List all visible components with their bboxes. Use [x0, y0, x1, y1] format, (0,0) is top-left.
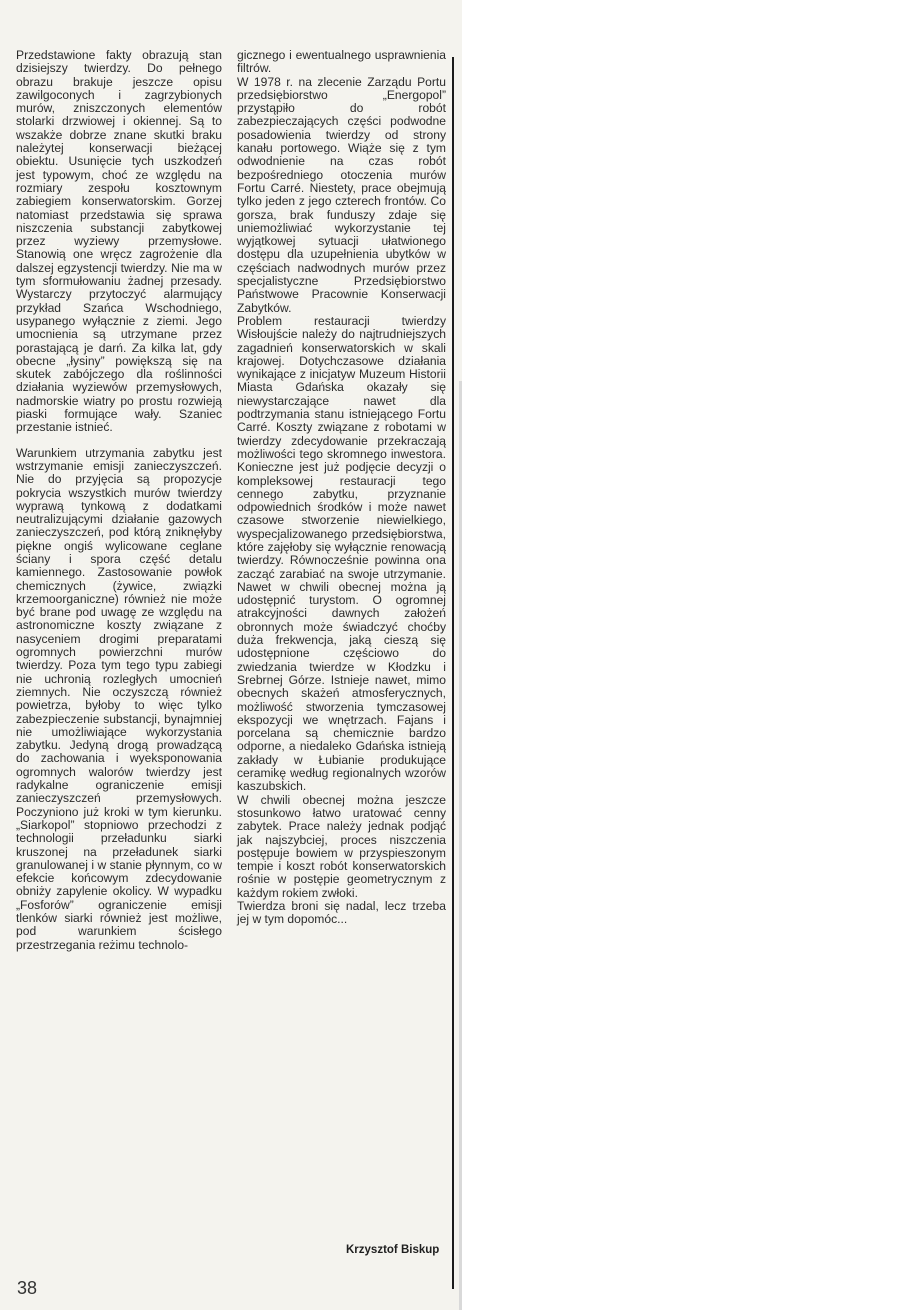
- paragraph: Problem restauracji twierdzy Wisłoujście należy do najtrudniejszych zagadnień konserwatorskich w skali krajowej. Dotychczasowe działania wynikające z inicjatyw Muzeum Historii Miasta Gdańska okazały się niewystarczające nawet dla podtrzymania stanu istniejącego Fortu Carré. Koszty związane z robotami w twierdzy zdecydowanie przekraczają możliwości tego skromnego inwestora. Konieczne jest już podjęcie decyzji o kompleksowej restauracji tego cennego zabytku, przyznanie odpowiednich środków i może nawet czasowe stworzenie niewielkiego, wyspecjalizowanego przedsiębiorstwa, które zajęłoby się wyłącznie renowacją twierdzy. Równocześnie powinna ona zacząć zarabiać na swoje utrzymanie. Nawet w chwili obecnej można ją udostępnić turystom. O ogromnej atrakcyjności dawnych założeń obronnych może świadczyć choćby duża frekwencja, jaką cieszą się udostępnione częściowo do zwiedzania twierdze w Kłodzku i Srebrnej Górze. Istnieje nawet, mimo obecnych skażeń atmosferycznych, możliwość stworzenia tymczasowej ekspozycji we wnętrzach. Fajans i porcelana są chemicznie bardzo odporne, a niedaleko Gdańska istnieją zakłady w Łubianie produkujące ceramikę według regionalnych wzorów kaszubskich.: [237, 313, 446, 794]
- paragraph: gicznego i ewentualnego usprawnienia filtrów.: [237, 48, 446, 76]
- text-column-right: [237, 49, 446, 927]
- paragraph: Twierdza broni się nadal, lecz trzeba jej w tym dopomóc...: [237, 899, 446, 927]
- scan-edge-divider: [459, 381, 462, 1310]
- author-signature: Krzysztof Biskup: [346, 1244, 440, 1256]
- text-column-left: [16, 49, 222, 952]
- paragraph: W chwili obecnej można jeszcze stosunkowo łatwo uratować cenny zabytek. Prace należy jednak podjąć jak najszybciej, proces niszczenia postępuje bowiem w przyspieszonym tempie i koszt robót konserwatorskich rośnie w postępie geometrycznym z każdym rokiem zwłoki.: [237, 792, 446, 900]
- paragraph: Przedstawione fakty obrazują stan dzisiejszy twierdzy. Do pełnego obrazu brakuje jeszcze opisu zawilgoconych i zagrzybionych murów, zniszczonych elementów stolarki drzwiowej i okiennej. Są to wszakże dobrze znane skutki braku należytej konserwacji bieżącej obiektu. Usunięcie tych uszkodzeń jest typowym, choć ze względu na rozmiary zespołu kosztownym zabiegiem konserwatorskim. Gorzej natomiast przedstawia się sprawa niszczenia substancji zabytkowej przez wyziewy przemysłowe. Stanowią one wręcz zagrożenie dla dalszej egzystencji twierdzy. Nie ma w tym sformułowaniu żadnej przesady. Wystarczy przytoczyć alarmujący przykład Szańca Wschodniego, usypanego wyłącznie z ziemi. Jego umocnienia są utrzymane przez porastającą je darń. Za kilka lat, gdy obecne „łysiny” powiększą się na skutek zabójczego dla roślinności działania wyziewów przemysłowych, nadmorskie wiatry po prostu rozwieją piaski formujące wały. Szaniec przestanie istnieć.: [16, 48, 222, 435]
- paragraph: W 1978 r. na zlecenie Zarządu Portu przedsiębiorstwo „Energopol” przystąpiło do robót zabezpieczających części podwodne posadowienia twierdzy od strony kanału portowego. Wiąże się z tym odwodnienie na czas robót bezpośredniego otoczenia murów Fortu Carré. Niestety, prace obejmują tylko jeden z jego czterech frontów. Co gorsza, brak funduszy zdaje się uniemożliwiać wykorzystanie tej wyjątkowej sytuacji ułatwionego dostępu dla uzupełnienia ubytków w częściach nadwodnych murów przez specjalistyczne Przedsiębiorstwo Państwowe Pracownie Konserwacji Zabytków.: [237, 74, 446, 315]
- column-rule: [452, 57, 454, 1289]
- page-number: 38: [17, 1278, 38, 1298]
- paragraph: Warunkiem utrzymania zabytku jest wstrzymanie emisji zanieczyszczeń. Nie do przyjęcia są propozycje pokrycia wszystkich murów twierdzy wyprawą tynkową z dodatkami neutralizującymi działanie gazowych zanieczyszczeń, pod którą zniknęłyby piękne ongiś wylicowane ceglane ściany i spora część detalu kamiennego. Zastosowanie powłok chemicznych (żywice, związki krzemoorganiczne) również nie może być brane pod uwagę ze względu na astronomiczne koszty związane z nasyceniem drogimi preparatami ogromnych powierzchni murów twierdzy. Poza tym tego typu zabiegi nie uchronią rozległych umocnień ziemnych. Nie oczyszczą również powietrza, byłoby to więc tylko zabezpieczenie substancji, bynajmniej nie umożliwiające wykorzystania zabytku. Jedyną drogą prowadzącą do zachowania i wyeksponowania ogromnych walorów twierdzy jest radykalne ograniczenie emisji zanieczyszczeń przemysłowych. Poczyniono już kroki w tym kierunku. „Siarkopol” stopniowo przechodzi z technologii przeładunku siarki kruszonej na przeładunek siarki granulowanej i w stanie płynnym, co w efekcie końcowym zdecydowanie obniży zapylenie okolicy. W wypadku „Fosforów” ograniczenie emisji tlenków siarki również jest możliwe, pod warunkiem ścisłego przestrzegania reżimu technolo-: [16, 445, 222, 952]
